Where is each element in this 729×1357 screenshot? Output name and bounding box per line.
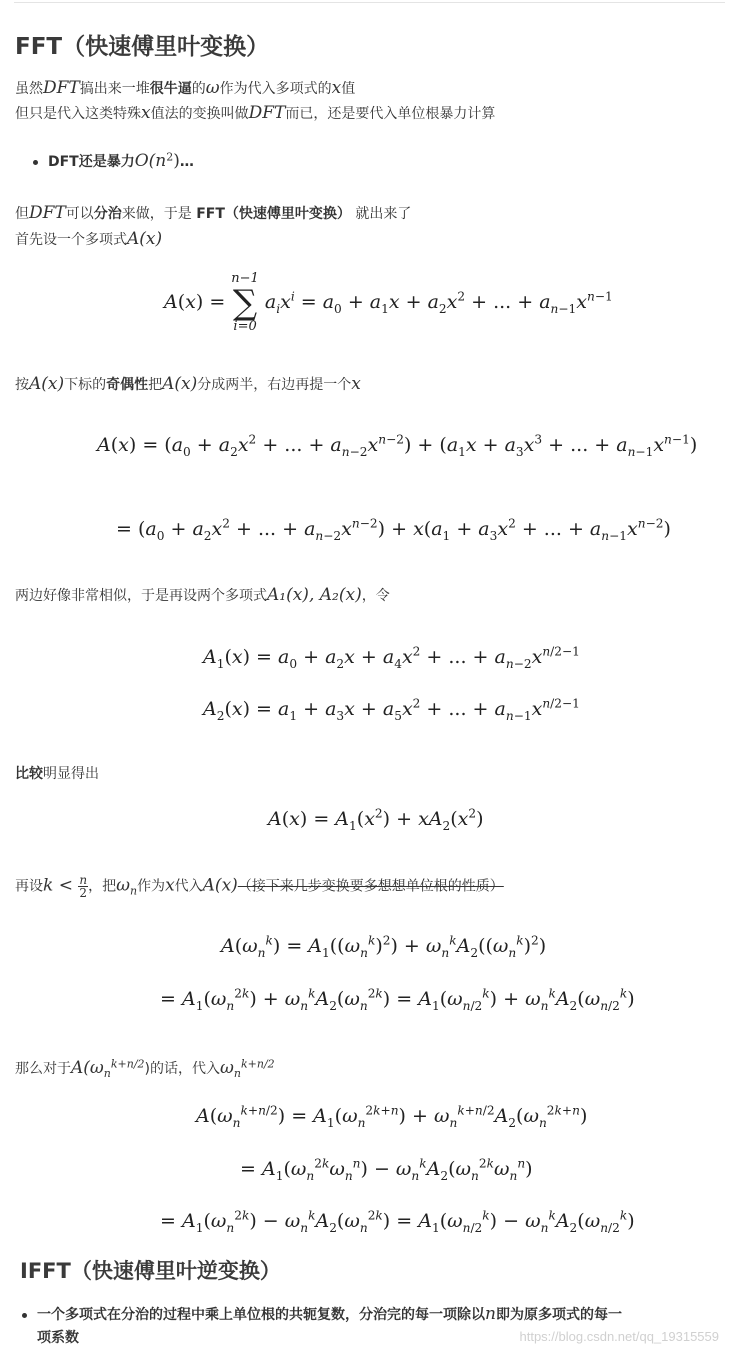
paragraph-k-plus-half: 那么对于$A(\omega_n^{k+n/2})$的话，代入$\omega_n^{k+n/2}$ bbox=[15, 1057, 275, 1080]
equation-half-line2: = $A_1(\omega_n^{2k}\omega_n^n) - \omega_n^kA_2(\omega_n^{2k}\omega_n^n)$ bbox=[240, 1156, 533, 1183]
paragraph-polynomial: 首先设一个多项式A(x) bbox=[15, 229, 163, 249]
equation-omega-k-line2: = $A_1(\omega_n^{2k}) + \omega_n^kA_2(\omega_n^{2k}) = A_1(\omega_{n/2}^k) + \omega_n^kA_2(\omega_{n/2}^k)$ bbox=[160, 986, 635, 1013]
bullet-dot bbox=[33, 160, 38, 165]
watermark: https://blog.csdn.net/qq_19315559 bbox=[519, 1329, 719, 1344]
equation-factor-x: = ($a_0 + a_2x^2$ + ... + $a_{n-2}x^{n-2}) + x(a_1 + a_3x^2$ + ... + $a_{n-1}x^{n-2}$) bbox=[116, 516, 671, 543]
equation-a1-def: $A_1(x) = a_0 + a_2x + a_4x^2$ + ... + $a_{n-2}x^{n/2-1}$ bbox=[203, 644, 580, 671]
section-title-ifft: IFFT（快速傅里叶逆变换） bbox=[20, 1259, 281, 1283]
top-divider bbox=[14, 2, 725, 3]
paragraph-two-polynomials: 两边好像非常相似，于是再设两个多项式A₁(x), A₂(x)，令 bbox=[15, 585, 390, 605]
paragraph-dft-omega: 虽然DFT搞出来一堆很牛逼的ω作为代入多项式的x值 bbox=[15, 78, 356, 98]
bullet-ifft-conjugate: 一个多项式在分治的过程中乘上单位根的共轭复数，分治完的每一项除以n即为原多项式的每一 bbox=[22, 1304, 622, 1325]
equation-split-halves: $A(x) = (a_0 + a_2x^2$ + ... + $a_{n-2}x^{n-2}) + (a_1x + a_3x^3$ + ... + $a_{n-1}x^{n-1}$) bbox=[97, 432, 698, 459]
paragraph-substitute-omega: 再设k < $\frac{n}{2}$ ，把$\omega_n$作为x代入A(x)（接下来几步变换要多想想单位根的性质） bbox=[15, 873, 504, 900]
bullet-dot bbox=[22, 1313, 27, 1318]
section-title-fft: FFT（快速傅里叶变换） bbox=[15, 34, 270, 60]
bullet-dft-brute-force: DFT还是暴力$O(n^2)\dots$ bbox=[33, 151, 194, 172]
equation-polynomial-sum: A(x) = n−1 ∑ i=0 $a_ix^i = a_0 + a_1x + a_2x^2$ + ... + $a_{n-1}x^{n-1}$ bbox=[164, 271, 613, 334]
equation-a2-def: $A_2(x) = a_1 + a_3x + a_5x^2$ + ... + $a_{n-1}x^{n/2-1}$ bbox=[203, 696, 580, 723]
paragraph-fft-divide: 但DFT可以分治来做，于是 FFT（快速傅里叶变换） 就出来了 bbox=[15, 203, 412, 223]
equation-combine: $A(x) = A_1(x^2) + xA_2(x^2)$ bbox=[268, 806, 484, 833]
bullet-ifft-conjugate-cont: 项系数 bbox=[37, 1330, 79, 1346]
equation-half-line1: $A(\omega_n^{k+n/2}) = A_1(\omega_n^{2k+n}) + \omega_n^{k+n/2}A_2(\omega_n^{2k+n})$ bbox=[196, 1103, 588, 1130]
paragraph-even-odd: 按A(x)下标的奇偶性把A(x)分成两半，右边再提一个x bbox=[15, 374, 361, 394]
equation-half-line3: = $A_1(\omega_n^{2k}) - \omega_n^kA_2(\omega_n^{2k}) = A_1(\omega_{n/2}^k) - \omega_n^kA_2(\omega_{n/2}^k)$ bbox=[160, 1208, 635, 1235]
paragraph-compare: 比较明显得出 bbox=[15, 766, 99, 782]
paragraph-dft-special: 但只是代入这类特殊x值法的变换叫做DFT而已，还是要代入单位根暴力计算 bbox=[15, 103, 496, 123]
fraction-n-over-2: $\frac{n}{2}$ bbox=[79, 873, 88, 900]
equation-omega-k-line1: $A(\omega_n^k) = A_1((\omega_n^k)^2) + \omega_n^kA_2((\omega_n^k)^2)$ bbox=[221, 933, 547, 960]
